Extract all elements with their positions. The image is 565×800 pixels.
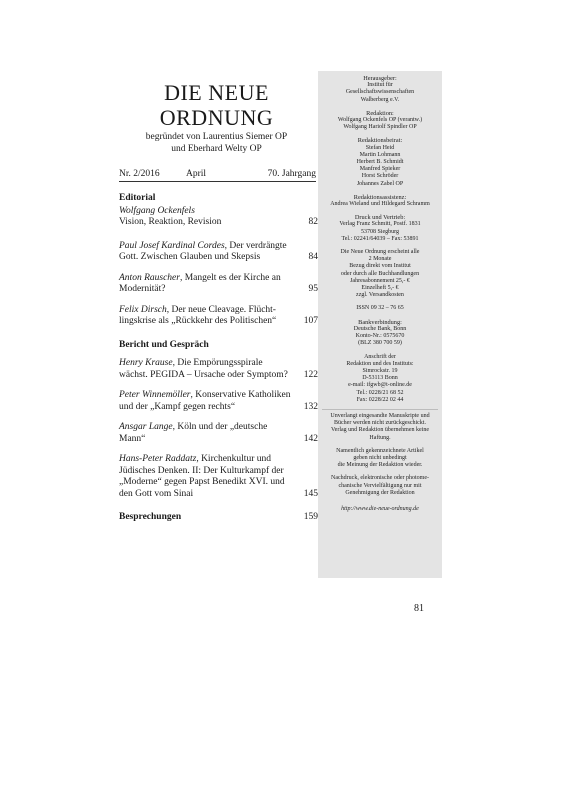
toc-text: Modernität? [119,284,166,294]
imprint-line: Unverlangt eingesandte Manuskripte und [330,412,430,419]
section-heading: Editorial [119,193,156,203]
imprint-line: 53708 Siegburg [360,228,400,235]
imprint-line: Wolfgang Hariolf Spindler OP [343,124,417,131]
imprint-line: Gesellschaftswissenschaften [345,89,415,96]
toc-text: „Moderne“ gegen Papst Benedikt XVI. und [119,477,285,487]
section-heading-reviews [119,512,318,524]
toc-text: , Der verdrängte [224,240,287,251]
imprint-line: Johannes Zabel OP [356,180,404,187]
toc-page: 84 [308,252,318,262]
title-line: ORDNUNG [159,105,274,130]
issue-volume: 70. Jahrgang [267,169,316,179]
toc-entry [119,206,318,229]
toc-text: , Der neue Cleavage. Flücht- [166,304,276,315]
page-number: 81 [414,603,424,614]
toc-entry [119,273,318,296]
imprint-line: Verlag Franz Schmitt, Postf. 1831 [339,221,421,228]
toc-author: Paul Josef Kardinal Cordes [119,240,225,251]
imprint-heading: Redaktionsassistenz: [353,193,407,201]
imprint-note [318,413,442,442]
imprint-line: Stefan Heid [365,144,395,151]
imprint-line: Die Neue Ordnung erscheint alle [340,249,420,256]
toc-page: 159 [303,512,318,522]
imprint-line: Deutsche Bank, Bonn [353,325,407,332]
title-line: DIE NEUE [164,80,269,105]
imprint-print [318,214,442,243]
toc-entry [119,358,318,381]
imprint-line: Herbert B. Schmidt [356,159,404,166]
issue-info [119,168,316,182]
imprint-note [318,448,442,470]
toc-entry [119,422,318,445]
imprint-line: Bezug direkt vom Institut [349,263,411,270]
imprint-heading: Redaktionsbeirat: [357,137,403,145]
imprint-editors [318,110,442,132]
toc-author: Ansgar Lange [119,422,173,432]
imprint-line: Manfred Spieker [359,166,401,173]
imprint-line: ISSN 09 32 – 76 65 [356,305,404,312]
imprint-line: D-53113 Bonn [362,375,398,382]
toc-text: lingskrise als „Rückkehr des Politischen“ [119,316,277,326]
toc-text: , Kirchenkultur und [196,454,271,464]
imprint-heading: Druck und Vertrieb: [354,214,406,222]
toc-author: Henry Krause [119,358,173,368]
imprint-line: Anschrift der [364,353,396,360]
imprint-line: geben nicht unbedingt [353,454,407,461]
founders-text: und Eberhard Welty OP [171,144,262,154]
toc-author: Anton Rauscher [119,272,180,283]
imprint-line: die Meinung der Redaktion wieder. [337,462,423,469]
imprint-line: Tel.: 02241/64039 – Fax: 53891 [341,235,419,242]
imprint-line: Tel.: 0228/21 68 52 [356,389,404,396]
imprint-line: Horst Schröder [361,173,399,180]
imprint-line: Jahresabonnement 25,- € [350,277,410,284]
website-url: http://www.die-neue-ordnung.de [341,505,419,512]
table-of-contents [119,193,318,524]
imprint-line: Walberberg e.V. [360,96,400,103]
imprint-heading: Bankverbindung: [358,318,402,326]
toc-page: 107 [303,316,318,326]
imprint-assistant [318,194,442,208]
imprint-issn [318,305,442,312]
imprint-line: Bücher werden nicht zurückgeschickt. [334,420,426,427]
imprint-line: oder durch alle Buchhandlungen [340,270,420,277]
issue-number: Nr. 2/2016 [119,169,160,179]
imprint-line: Nachdruck, elektronische oder photome- [331,475,429,482]
toc-text: Mann“ [119,433,146,444]
toc-author: Felix Dirsch [119,304,167,315]
imprint-heading: Herausgeber: [363,75,397,82]
imprint-line: Fax: 0228/22 02 44 [356,396,404,403]
toc-author: Peter Winnemöller [119,390,191,400]
toc-entry [119,241,318,264]
section-heading: Bericht und Gespräch [119,339,209,350]
toc-text: , Mangelt es der Kirche an [179,272,281,283]
toc-page: 95 [308,284,318,294]
toc-text: , Konservative Katholiken [190,390,291,400]
imprint-line: Andrea Wieland und Hildegard Schramm [330,201,430,208]
imprint-line: Namentlich gekennzeichnete Artikel [336,447,424,454]
toc-entry [119,454,318,500]
toc-page: 142 [303,433,318,444]
toc-text: Vision, Reaktion, Revision [119,217,222,227]
imprint-address [318,354,442,404]
journal-title [119,80,314,130]
founders-text: begründet von Laurentius Siemer OP [145,132,288,142]
imprint-line: zzgl. Versandkosten [356,292,404,299]
founders-line [119,131,314,155]
toc-text: und der „Kampf gegen rechts“ [119,401,236,412]
toc-page: 132 [303,401,318,412]
toc-author: Hans-Peter Raddatz [119,454,197,464]
imprint-line: Konto-Nr.: 0575670 [355,333,405,340]
imprint-line: Genehmigung der Redaktion [345,489,415,496]
divider [322,409,438,410]
toc-page: 145 [303,488,318,499]
imprint-line: Institut für [367,82,393,89]
imprint-line: Redaktion und des Instituts: [346,360,414,367]
toc-entry [119,305,318,328]
imprint-line: 2 Monate [368,256,392,263]
imprint-publisher [318,75,442,104]
imprint-line: Einzelheft 5,- € [361,285,399,292]
toc-text: wächst. PEGIDA – Ursache oder Symptom? [119,369,288,380]
imprint-email: e-mail: ifgwb@t-online.de [348,382,412,389]
imprint-line: (BLZ 380 700 59) [358,340,402,347]
imprint-line: chanische Vervielfältigung nur mit [338,482,422,489]
toc-text: , Die Empörungsspirale [172,358,263,368]
toc-text: , Köln und der „deutsche [172,422,268,432]
toc-text: den Gott vom Sinai [119,488,194,499]
imprint-line: Simrockstr. 19 [362,367,398,374]
toc-page: 122 [303,369,318,380]
imprint-sidebar [318,71,442,578]
imprint-heading: Redaktion: [366,109,394,117]
imprint-line: Haftung. [369,434,391,441]
imprint-frequency [318,249,442,299]
imprint-note [318,475,442,497]
toc-text: Jüdisches Denken. II: Der Kulturkampf der [119,465,284,476]
toc-page: 82 [308,217,318,227]
imprint-line: Wolfgang Ockenfels OP (verantw.) [337,117,423,124]
issue-month: April [186,169,207,179]
imprint-line: Martin Lohmann [359,151,401,158]
toc-entry [119,390,318,413]
section-heading: Besprechungen [119,512,182,522]
imprint-line: Verlag und Redaktion übernehmen keine [331,427,429,434]
imprint-bank [318,319,442,348]
toc-author: Wolfgang Ockenfels [119,205,195,216]
toc-text: Gott. Zwischen Glauben und Skepsis [119,252,261,262]
imprint-board [318,137,442,187]
